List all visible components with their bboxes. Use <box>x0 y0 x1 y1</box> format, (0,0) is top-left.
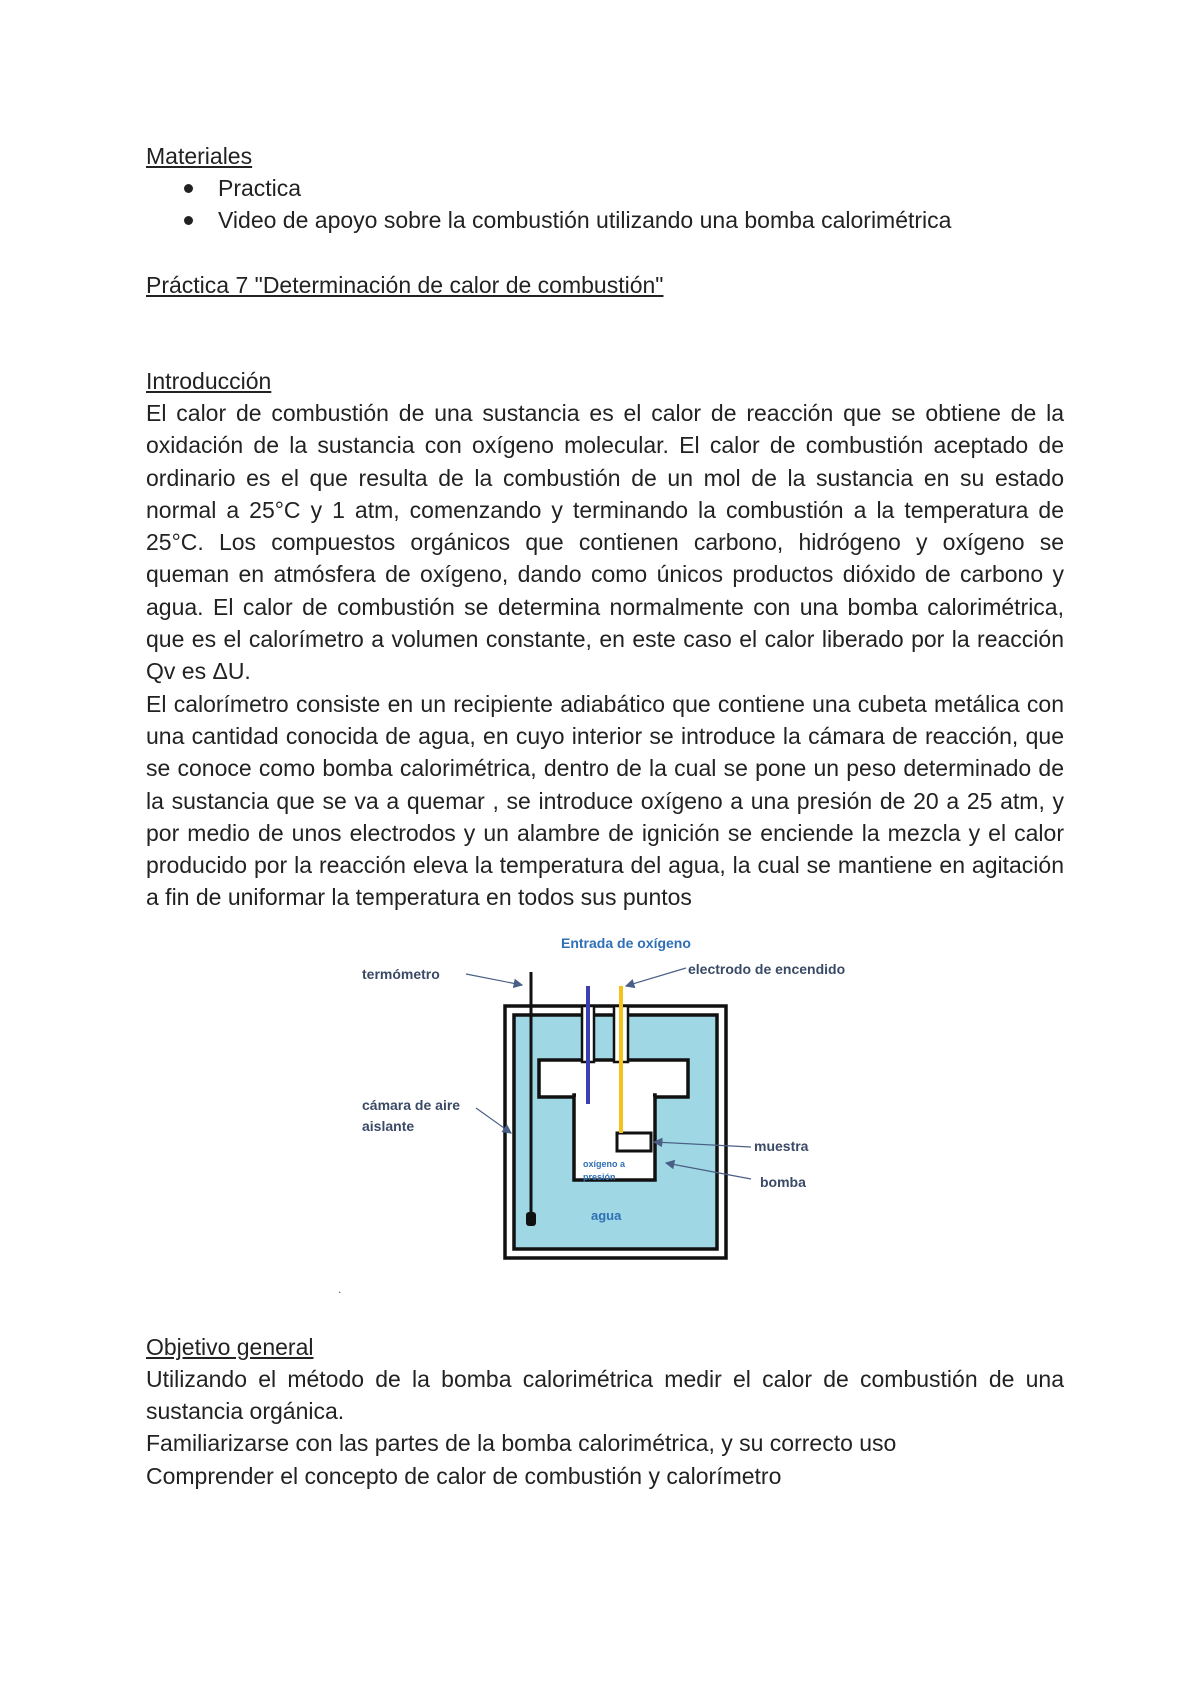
bomba-label: bomba <box>760 1173 806 1190</box>
muestra-label: muestra <box>754 1137 809 1154</box>
list-item-text: Practica <box>218 175 302 201</box>
oxigeno-presion-label-2: presión <box>583 1171 616 1182</box>
objetivo-line-3: Comprender el concepto de calor de combustión y calorímetro <box>146 1462 782 1489</box>
termometro-label: termómetro <box>362 965 440 982</box>
electrodo-label: electrodo de encendido <box>688 960 846 977</box>
objetivo-line-2: Familiarizarse con las partes de la bomba calorimétrica, y su correcto uso <box>146 1430 897 1457</box>
oxigeno-presion-label-1: oxígeno a <box>583 1158 626 1169</box>
objetivo-line-1: Utilizando el método de la bomba calorimétrica medir el calor de combustión de una sustancia orgánica. <box>146 1365 1064 1425</box>
introduccion-paragraph-2: El calorímetro consiste en un recipiente adiabático que contiene una cubeta metálica con una cantidad conocida de agua, en cuyo interior se introduce la cámara de reacción, que se conoce como bomba calorimétrica, dentro de la cual se pone un peso determinado de la sustancia que se va a quemar , se introduce oxígeno a una presión de 20 a 25 atm, y por medio de unos electrodos y un alambre de ignición se enciende la mezcla y el calor producido por la reacción eleva la temperatura del agua, la cual se mantiene en agitación a fin de uniformar la temperatura en todos sus puntos <box>146 690 1064 911</box>
bullet-icon <box>184 184 193 193</box>
document-page <box>146 140 1064 1492</box>
agua-label: agua <box>591 1207 622 1223</box>
practica-title: Práctica 7 "Determinación de calor de combustión" <box>146 272 664 298</box>
objetivo-heading: Objetivo general <box>146 1333 314 1360</box>
list-item <box>184 204 1064 236</box>
calorimeter-svg <box>146 918 1064 1303</box>
bomb-lid <box>539 1060 688 1097</box>
thermometer-bulb <box>526 1212 536 1226</box>
aislante-label: aislante <box>362 1117 415 1134</box>
introduccion-paragraph-1: El calor de combustión de una sustancia es el calor de reacción que se obtiene de la oxidación de la sustancia con oxígeno molecular. El calor de combustión aceptado de ordinario es el que resulta de la combustión de un mol de la sustancia en su estado normal a 25°C y 1 atm, comenzando y terminando la combustión a la temperatura de 25°C. Los compuestos orgánicos que contienen carbono, hidrógeno y oxígeno se queman en atmósfera de oxígeno, dando como únicos productos dióxido de carbono y agua. El calor de combustión se determina normalmente con una bomba calorimétrica, que es el calorímetro a volumen constante, en este caso el calor liberado por la reacción Qv es ΔU. <box>146 400 1064 685</box>
materiales-heading: Materiales <box>146 143 253 169</box>
list-item-text: Video de apoyo sobre la combustión utilizando una bomba calorimétrica <box>218 207 952 233</box>
materiales-list <box>146 172 1064 236</box>
bullet-icon <box>184 216 193 225</box>
calorimeter-diagram <box>146 918 1064 1303</box>
camara-aire-label: cámara de aire <box>362 1096 461 1113</box>
trailing-mark: . <box>338 1281 342 1296</box>
introduccion-heading: Introducción <box>146 368 272 394</box>
sample-cup <box>617 1133 651 1151</box>
entrada-oxigeno-label: Entrada de oxígeno <box>561 934 691 951</box>
list-item <box>184 172 1064 204</box>
